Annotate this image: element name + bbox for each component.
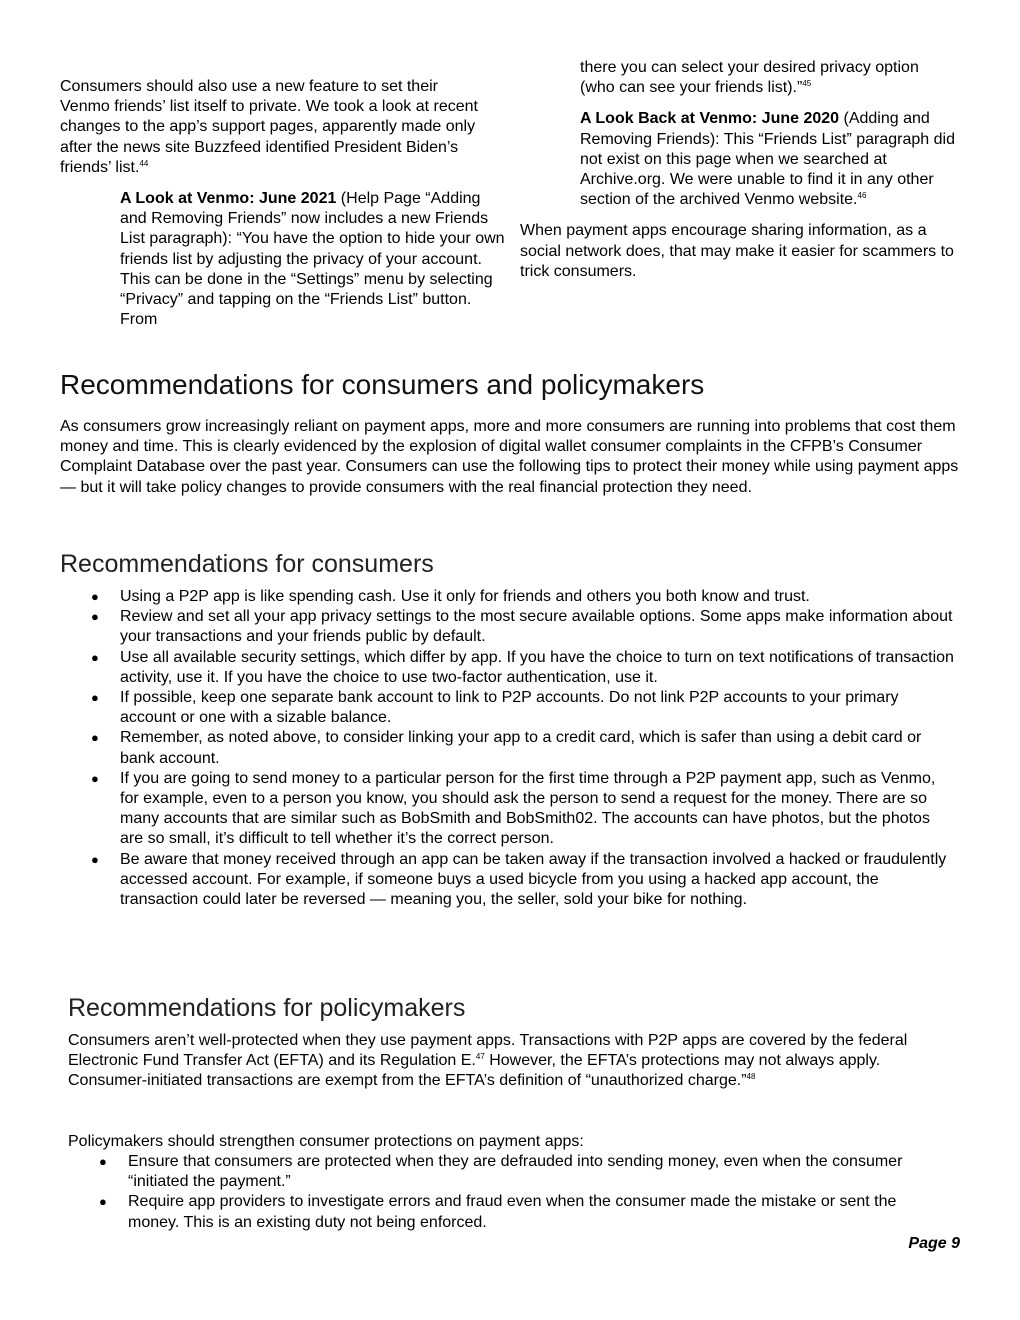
recommendations-heading: Recommendations for consumers and policymakers	[60, 369, 705, 400]
bullet-icon: ●	[91, 589, 99, 604]
list-item	[91, 728, 955, 768]
right-column	[520, 58, 960, 282]
list-item	[91, 607, 955, 647]
recommendations-intro: As consumers grow increasingly reliant on payment apps, more and more consumers are running into problems that cost them money and time. This is clearly evidenced by the explosion of digital wallet consumer complaints in the CFPB’s Consumer Complaint Database over the past year. Consumers can use the following tips to protect their money while using payment apps — but it will take policy changes to provide consumers with the real financial protection they need.	[60, 418, 959, 496]
footnote-48[interactable]: 48	[746, 1072, 756, 1082]
list-item-text: If possible, keep one separate bank account to link to P2P accounts. Do not link P2P accounts to your primary account or one with a sizable balance.	[120, 689, 899, 727]
efta-paragraph	[68, 1031, 953, 1092]
venmo-2021-quote-continued	[580, 58, 955, 98]
venmo-privacy-text: Consumers should also use a new feature to set their Venmo friends’ list itself to private. We took a look at recent changes to the app’s support pages, apparently made only after the news site Buzzfeed identified President Biden’s friends’ list.	[60, 78, 478, 176]
bullet-icon: ●	[91, 609, 99, 625]
consumers-heading: Recommendations for consumers	[60, 550, 434, 578]
consumer-tips-list	[91, 587, 955, 910]
list-item-text: Using a P2P app is like spending cash. Use it only for friends and others you both know and trust.	[120, 588, 810, 605]
list-item-text: Ensure that consumers are protected when they are defrauded into sending money, even when the consumer “initiated the payment.”	[128, 1153, 903, 1191]
list-item	[91, 769, 955, 850]
efta-text-part1: Consumers aren’t well-protected when they use payment apps. Transactions with P2P apps are covered by the federal Electronic Fund Transfer Act (EFTA) and its Regulation E.	[68, 1032, 908, 1070]
efta-text-part2: However, the EFTA’s protections may not always apply. Consumer-initiated transactions are exempt from the EFTA’s definition of “unauthorized charge.”	[68, 1052, 881, 1090]
bullet-icon: ●	[91, 649, 99, 665]
bullet-icon: ●	[91, 851, 99, 867]
page-number: Page 9	[908, 1235, 960, 1252]
footnote-45[interactable]: 45	[802, 79, 812, 89]
venmo-privacy-paragraph	[60, 77, 480, 178]
bullet-icon: ●	[91, 730, 99, 746]
venmo-2021-heading: A Look at Venmo: June 2021	[120, 190, 337, 208]
left-column	[60, 77, 505, 330]
venmo-2020-text: (Adding and Removing Friends): This “Friends List” paragraph did not exist on this page when we searched at Archive.org. We were unable to find it in any other section of the archived Venmo website.	[580, 110, 955, 209]
list-item	[91, 648, 955, 688]
footnote-46[interactable]: 46	[857, 191, 867, 201]
bullet-icon: ●	[91, 770, 99, 786]
bullet-icon: ●	[99, 1194, 107, 1210]
bullet-icon: ●	[91, 690, 99, 706]
list-item-text: Review and set all your app privacy settings to the most secure available options. Some apps make information about your transactions and your friends public by default.	[120, 608, 953, 646]
list-item-text: Remember, as noted above, to consider linking your app to a credit card, which is safer than using a debit card or bank account.	[120, 729, 922, 767]
list-item-text: If you are going to send money to a particular person for the first time through a P2P payment app, such as Venmo, for example, even to a person you know, you should ask the person to send a request for the money. There are so many accounts that are similar such as BobSmith and BobSmith02. The accounts can have photos, but the photos are so small, it’s difficult to tell whether it’s the correct person.	[120, 769, 936, 848]
bullet-icon: ●	[99, 1154, 107, 1169]
list-item	[99, 1192, 948, 1232]
venmo-2020-heading: A Look Back at Venmo: June 2020	[580, 110, 840, 128]
policymakers-list-intro: Policymakers should strengthen consumer protections on payment apps:	[68, 1133, 584, 1150]
footnote-47[interactable]: 47	[475, 1052, 485, 1062]
policymakers-heading: Recommendations for policymakers	[68, 994, 466, 1022]
footnote-44[interactable]: 44	[139, 158, 149, 168]
list-item-text: Require app providers to investigate errors and fraud even when the consumer made the mistake or sent the money. This is an existing duty not being enforced.	[128, 1193, 897, 1231]
social-network-paragraph: When payment apps encourage sharing information, as a social network does, that may make it easier for scammers to trick consumers.	[520, 222, 954, 280]
list-item-text: Be aware that money received through an app can be taken away if the transaction involved a hacked or fraudulently accessed account. For example, if someone buys a used bicycle from you using a hacked app account, the transaction could later be reversed — meaning you, the seller, sold your bike for nothing.	[120, 850, 947, 909]
venmo-2021-quote	[120, 189, 505, 330]
list-item	[99, 1152, 948, 1192]
venmo-2021-text: (Help Page “Adding and Removing Friends” now includes a new Friends List paragraph): “You have the option to hide your own friends list by adjusting the privacy of your account. This can be done in the “Settings” menu by selecting “Privacy” and tapping on the “Friends List” button. From	[120, 190, 505, 329]
list-item	[91, 688, 955, 728]
list-item	[91, 587, 955, 607]
list-item	[91, 850, 955, 911]
venmo-2021-continued-text: there you can select your desired privacy option (who can see your friends list).”	[580, 59, 919, 97]
list-item-text: Use all available security settings, which differ by app. If you have the choice to turn on text notifications of transaction activity, use it. If you have the choice to use two-factor authentication, use it.	[120, 648, 954, 686]
venmo-2020-quote	[580, 109, 955, 210]
policymaker-recommendations-list	[99, 1152, 948, 1233]
